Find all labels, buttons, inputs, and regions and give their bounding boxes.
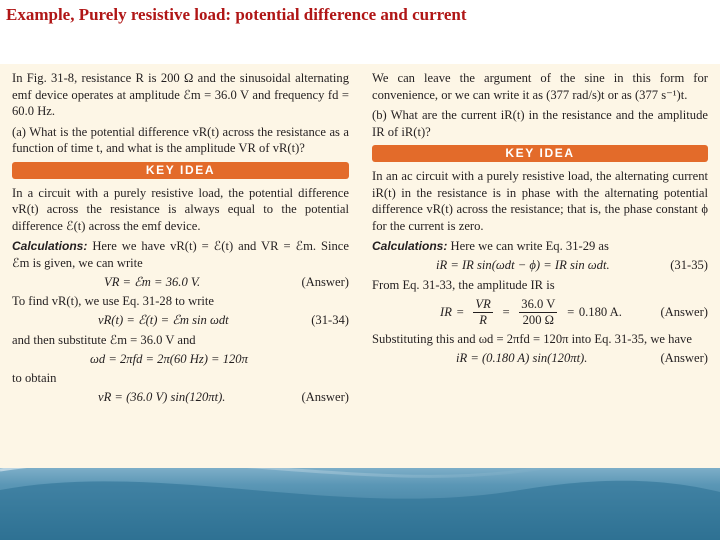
equation-number: (31-35) [670,258,708,273]
equation: iR = IR sin(ωdt − ϕ) = IR sin ωdt. [436,258,610,273]
text-line: From Eq. 31-33, the amplitude IR is [372,277,555,292]
fraction [473,297,492,328]
equation-result: 0.180 A. [578,304,622,319]
problem-intro: In Fig. 31-8, resistance R is 200 Ω and the sinusoidal alternating emf device operates at amplitude ℰm = 36.0 V and frequency fd = 60.0 Hz. [12,71,349,118]
calculations-text: Here we can write Eq. 31-29 as [450,239,609,253]
key-idea-bar: KEY IDEA [372,145,708,162]
equation: VR = ℰm = 36.0 V. [104,274,201,289]
key-idea-text: In a circuit with a purely resistive load, the potential difference vR(t) across the resistance is always equal to the potential difference ℰ(t) across the emf device. [12,185,349,233]
fraction-denominator: 200 Ω [522,312,555,327]
answer-tag: (Answer) [660,351,708,366]
calculations-label: Calculations: [12,239,88,253]
calculations-label: Calculations: [372,239,448,253]
textbook-excerpt [0,64,720,468]
text-line: and then substitute ℰm = 36.0 V and [12,332,196,347]
equation-row [372,255,708,277]
equation-row [12,387,349,409]
calculations-text: Here we have vR(t) = ℰ(t) and VR = ℰm. Since ℰm is given, we can write [12,239,349,270]
fraction-numerator: VR [475,296,491,311]
left-column [12,70,349,409]
text-line: To find vR(t), we use Eq. 31-28 to write [12,294,214,308]
equation: iR = (0.180 A) sin(120πt). [456,351,588,366]
key-idea-bar: KEY IDEA [12,162,349,179]
answer-tag: (Answer) [301,274,349,289]
right-column [372,70,708,370]
equation-row [12,271,349,293]
answer-tag: (Answer) [660,304,708,319]
equation: ωd = 2πfd = 2π(60 Hz) = 120π [90,351,248,366]
slide-title: Example, Purely resistive load: potential difference and current [6,5,467,24]
equation-lhs: IR [440,304,452,319]
key-idea-text: In an ac circuit with a purely resistive load, the alternating current iR(t) in the resistance is in phase with the alternating potential difference vR(t) across the resistance; that is, the phase constant ϕ for the current is zero. [372,169,708,233]
text-line: to obtain [12,371,57,385]
equation-row [12,310,349,332]
calculations-paragraph [372,238,708,255]
equation-row [372,348,708,370]
text-paragraph: We can leave the argument of the sine in this form for convenience, or we can write it as (377 rad/s)t or as (377 s⁻¹)t. [372,71,708,102]
text-paragraph: Substituting this and ωd = 2πfd = 120π into Eq. 31-35, we have [372,332,692,346]
equation-row [372,293,708,331]
equation-number: (31-34) [311,313,349,328]
answer-tag: (Answer) [301,390,349,405]
calculations-paragraph [12,238,349,271]
equation: vR(t) = ℰ(t) = ℰm sin ωdt [98,313,229,328]
equation: vR = (36.0 V) sin(120πt). [98,390,226,405]
fraction-numerator: 36.0 V [521,296,556,311]
amplitude-equation: IR = $\frac{VR}{R}$ = $\frac{36.0 V}{200 \Omega}$ = 0.180 A. [440,296,622,327]
fraction-denominator: R [479,312,487,327]
question-a: (a) What is the potential difference vR(t) across the resistance as a function of time t, and what is the amplitude VR of vR(t)? [12,124,349,155]
question-b: (b) What are the current iR(t) in the resistance and the amplitude IR of iR(t)? [372,108,708,139]
equation-row [12,348,349,370]
fraction [519,297,557,328]
